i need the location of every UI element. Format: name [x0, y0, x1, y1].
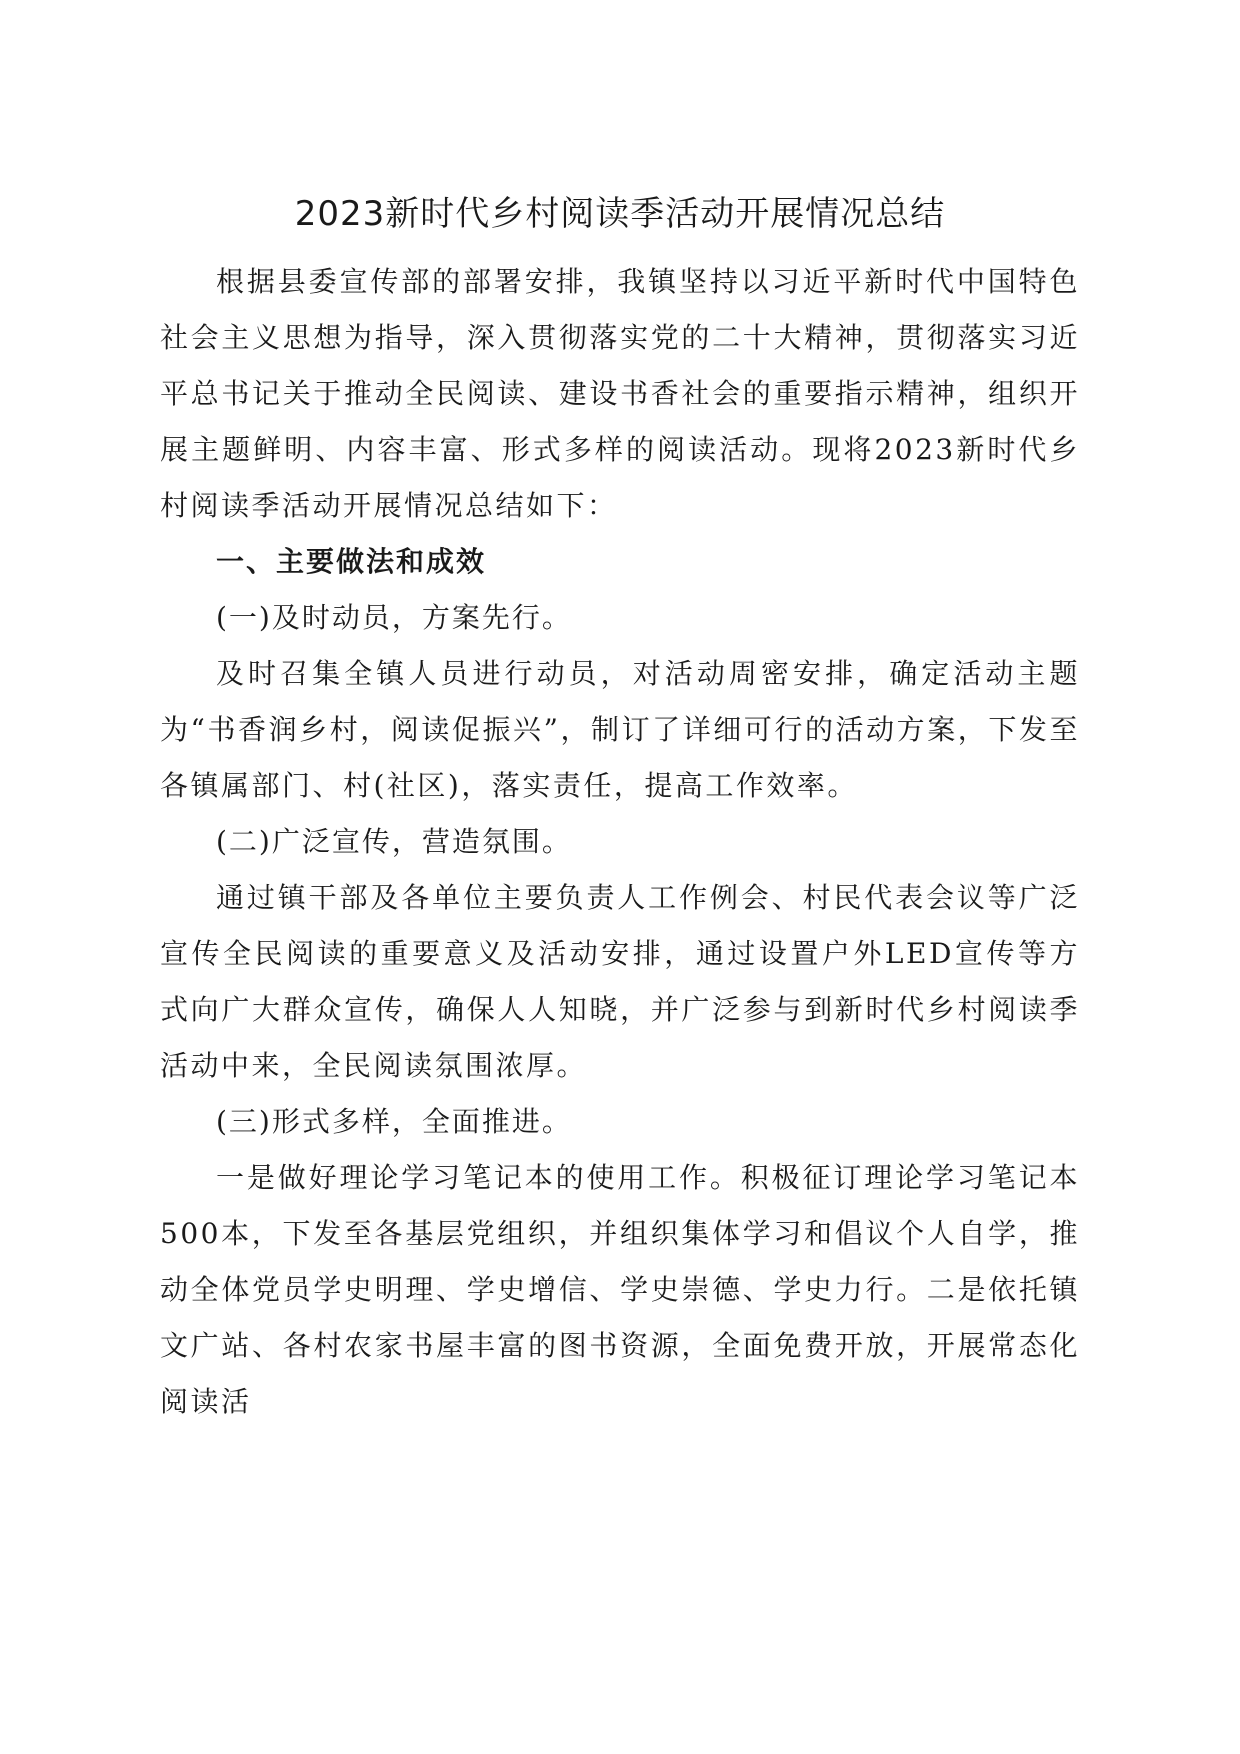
- subsection-heading-1: (一)及时动员，方案先行。: [216, 601, 572, 634]
- section-heading-1: 一、主要做法和成效: [216, 545, 487, 578]
- intro-paragraph: 根据县委宣传部的部署安排，我镇坚持以习近平新时代中国特色社会主义思想为指导，深入贯彻落实党的二十大精神，贯彻落实习近平总书记关于推动全民阅读、建设书香社会的重要指示精神，组织开展主题鲜明、内容丰富、形式多样的阅读活动。现将2023新时代乡村阅读季活动开展情况总结如下：: [160, 265, 1080, 522]
- subsection-3-paragraph: 一是做好理论学习笔记本的使用工作。积极征订理论学习笔记本500本，下发至各基层党组织，并组织集体学习和倡议个人自学，推动全体党员学史明理、学史增信、学史崇德、学史力行。二是依托镇文广站、各村农家书屋丰富的图书资源，全面免费开放，开展常态化阅读活: [160, 1161, 1080, 1418]
- subsection-1-paragraph: 及时召集全镇人员进行动员，对活动周密安排，确定活动主题为“书香润乡村，阅读促振兴”，制订了详细可行的活动方案，下发至各镇属部门、村(社区)，落实责任，提高工作效率。: [160, 657, 1080, 802]
- subsection-heading-3: (三)形式多样，全面推进。: [216, 1105, 572, 1138]
- subsection-2-paragraph: 通过镇干部及各单位主要负责人工作例会、村民代表会议等广泛宣传全民阅读的重要意义及活动安排，通过设置户外LED宣传等方式向广大群众宣传，确保人人知晓，并广泛参与到新时代乡村阅读季活动中来，全民阅读氛围浓厚。: [160, 881, 1080, 1082]
- document-body: [160, 254, 1080, 1430]
- document-title: 2023新时代乡村阅读季活动开展情况总结: [294, 194, 946, 234]
- subsection-heading-2: (二)广泛宣传，营造氛围。: [216, 825, 572, 858]
